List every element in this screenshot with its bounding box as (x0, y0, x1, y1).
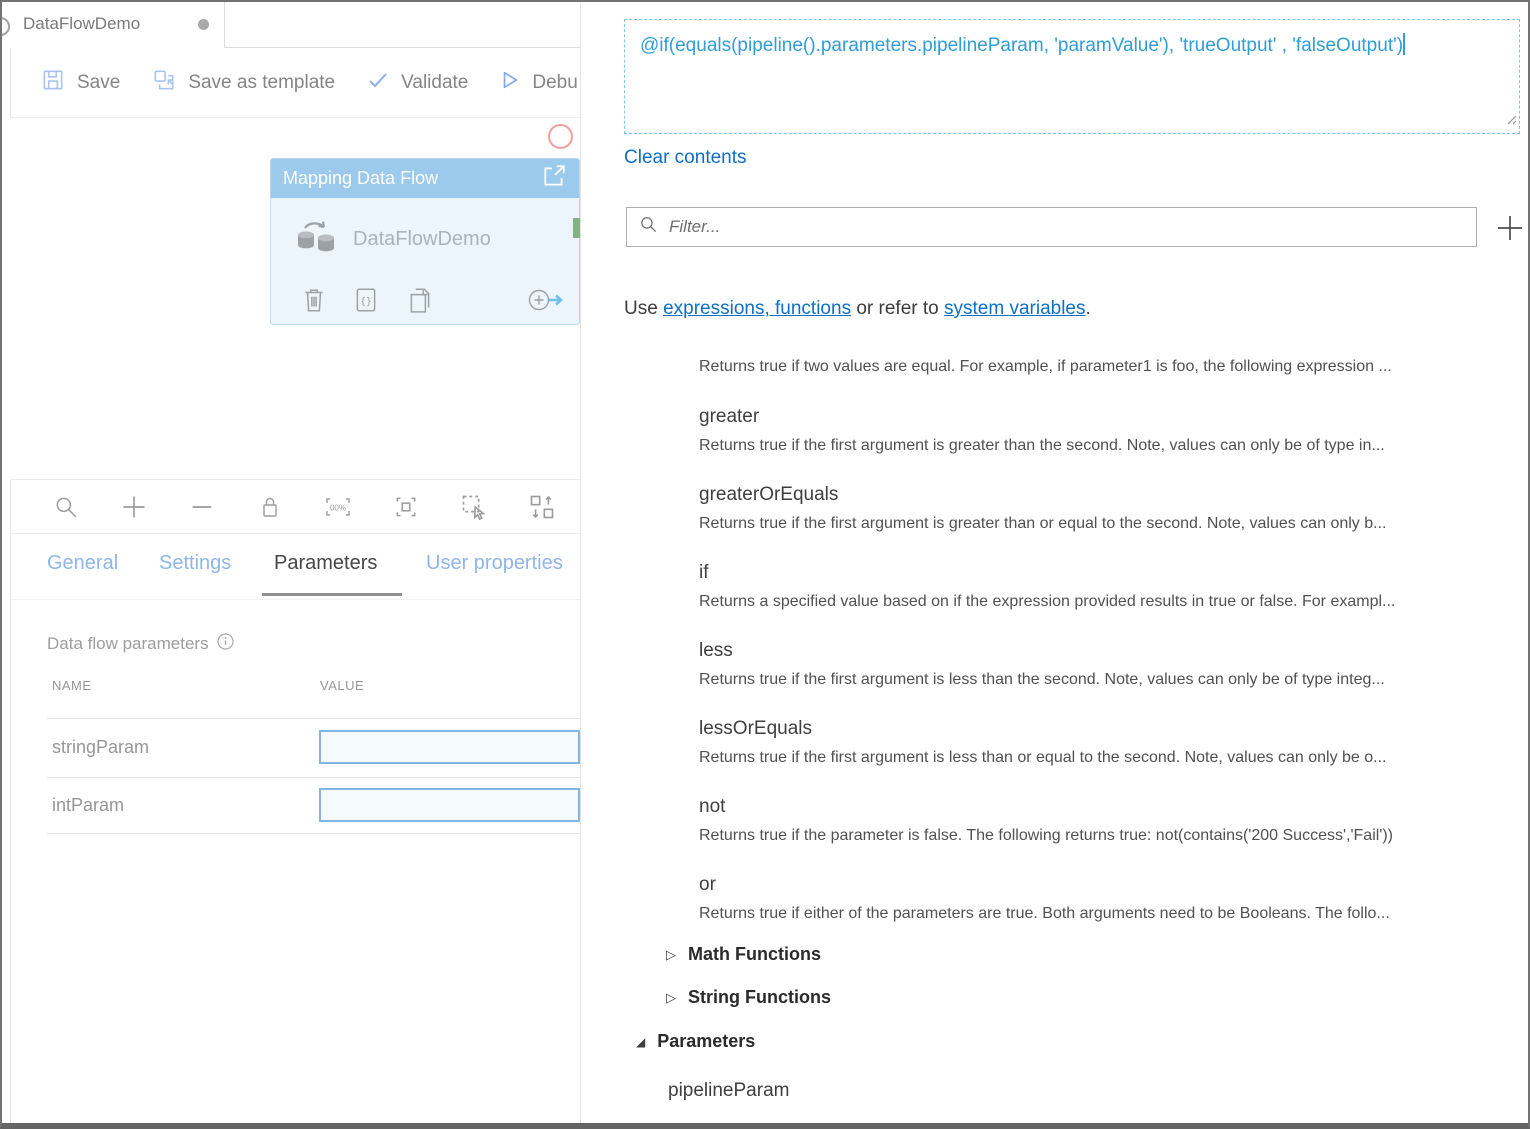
search-icon (639, 215, 658, 239)
tab-dataflowdemo[interactable] (10, 2, 225, 48)
group-parameters[interactable] (636, 1031, 755, 1052)
zoom-in-icon[interactable] (120, 493, 148, 521)
checkmark-icon (366, 68, 390, 98)
expressions-functions-link[interactable]: expressions, functions (663, 298, 852, 319)
group-label: Parameters (657, 1031, 756, 1051)
zoom-100-icon[interactable] (324, 493, 352, 521)
function-item-greater[interactable] (699, 406, 1511, 455)
table-divider (47, 777, 580, 778)
function-name: if (699, 562, 709, 583)
canvas-toolbar (10, 479, 580, 534)
debug-label: Debu (532, 71, 578, 93)
function-item-lessorequals[interactable] (699, 718, 1511, 767)
filter-input[interactable] (669, 217, 1464, 237)
property-tabs (10, 534, 580, 600)
function-description: Returns a specified value based on if the expression provided results in true or false. For exampl... (699, 593, 1396, 610)
function-item-less[interactable] (699, 640, 1511, 689)
function-name: less (699, 640, 733, 661)
unsaved-changes-dot-icon (198, 19, 209, 30)
mapping-dataflow-node[interactable] (270, 158, 580, 325)
tab-parameters[interactable]: Parameters (274, 552, 378, 574)
zoom-out-icon[interactable] (188, 493, 216, 521)
pipeline-canvas[interactable] (10, 119, 580, 479)
lock-icon[interactable] (256, 493, 284, 521)
validate-button[interactable] (366, 68, 468, 98)
function-description: Returns true if two values are equal. For example, if parameter1 is foo, the following expression ... (699, 358, 1392, 375)
function-name: greater (699, 406, 760, 427)
function-description: Returns true if the first argument is greater than or equal to the second. Note, values can only b... (699, 515, 1387, 532)
multi-select-icon[interactable] (460, 493, 488, 521)
svg-text:{}: {} (360, 296, 372, 308)
validation-error-circle-icon (548, 124, 573, 149)
node-name: DataFlowDemo (353, 228, 491, 250)
play-icon (499, 69, 521, 97)
section-title (47, 633, 234, 655)
expression-text: @if(equals(pipeline().parameters.pipelineParam, 'paramValue'), 'trueOutput' , 'falseOutput') (640, 35, 1404, 56)
save-as-template-button[interactable] (151, 67, 335, 99)
group-label: Math Functions (688, 944, 821, 964)
function-item-or[interactable] (699, 874, 1511, 923)
function-description: Returns true if the first argument is less than or equal to the second. Note, values can only be o... (699, 749, 1387, 766)
chevron-expanded-icon: ◢ (636, 1034, 646, 1049)
tab-user-properties[interactable]: User properties (426, 552, 563, 574)
tab-settings[interactable]: Settings (159, 552, 232, 574)
resize-handle-icon[interactable] (1504, 109, 1517, 131)
function-description: Returns true if the first argument is greater than the second. Note, values can only be of type in... (699, 437, 1385, 454)
filter-box[interactable] (626, 207, 1477, 247)
add-output-icon[interactable] (525, 285, 565, 320)
column-header-value: VALUE (320, 678, 365, 693)
function-name: lessOrEquals (699, 718, 812, 739)
table-divider (47, 833, 580, 834)
function-description: Returns true if either of the parameters are true. Both arguments need to be Booleans. The follo... (699, 905, 1390, 922)
chevron-right-icon: ▷ (666, 989, 676, 1005)
node-header (271, 159, 579, 198)
save-as-template-label: Save as template (188, 71, 336, 93)
param-row-name: intParam (52, 795, 125, 815)
expression-input[interactable] (624, 19, 1520, 134)
expression-builder-panel (580, 2, 1528, 1123)
group-math-functions[interactable] (666, 944, 821, 965)
save-button[interactable] (40, 67, 120, 99)
info-icon[interactable] (217, 633, 234, 655)
zoom-fit-icon[interactable] (392, 493, 420, 521)
section-title-text: Data flow parameters (47, 634, 209, 653)
parameter-item-pipelineparam[interactable]: pipelineParam (668, 1080, 790, 1101)
system-variables-link[interactable]: system variables (944, 298, 1086, 319)
delete-icon[interactable] (301, 286, 327, 319)
function-name: greaterOrEquals (699, 484, 839, 505)
save-icon (40, 67, 66, 99)
tab-general[interactable]: General (47, 552, 119, 574)
hint-sentence (624, 298, 1091, 320)
function-name: or (699, 874, 716, 895)
function-description: Returns true if the parameter is false. The following returns true: not(contains('200 Success','Fail')) (699, 827, 1394, 844)
param-value-input-stringparam[interactable] (319, 730, 580, 764)
dataflow-icon (295, 219, 337, 260)
group-string-functions[interactable] (666, 987, 831, 1008)
function-item-greaterorequals[interactable] (699, 484, 1511, 533)
partial-status-circle-icon (0, 17, 10, 36)
add-expression-icon[interactable] (1491, 209, 1529, 247)
parameters-section (10, 600, 580, 1123)
function-item-equals[interactable] (699, 358, 1511, 376)
save-label: Save (77, 71, 121, 93)
hint-suffix: . (1085, 298, 1091, 319)
auto-align-icon[interactable] (528, 493, 556, 521)
output-port-green (573, 218, 580, 238)
search-zoom-icon[interactable] (52, 493, 80, 521)
chevron-right-icon: ▷ (666, 946, 676, 962)
param-row-name: stringParam (52, 737, 150, 757)
table-divider (47, 718, 580, 719)
text-caret (1403, 33, 1405, 55)
param-value-input-intparam[interactable] (319, 788, 580, 822)
clear-contents-link[interactable]: Clear contents (624, 147, 747, 168)
debug-button[interactable] (499, 69, 577, 97)
node-type-label: Mapping Data Flow (283, 168, 439, 188)
clone-icon[interactable] (407, 286, 433, 319)
function-name: not (699, 796, 726, 817)
group-label: String Functions (688, 987, 831, 1007)
code-icon[interactable] (353, 286, 379, 319)
svg-text:00%: 00% (329, 503, 347, 512)
hint-prefix: Use (624, 298, 664, 319)
hint-middle: or refer to (851, 298, 944, 319)
function-description: Returns true if the first argument is less than the second. Note, values can only be of type integ... (699, 671, 1385, 688)
validate-label: Validate (401, 71, 469, 93)
tab-title: DataFlowDemo (23, 14, 141, 33)
open-external-icon[interactable] (541, 163, 567, 194)
active-tab-underline (262, 593, 402, 596)
function-item-not[interactable] (699, 796, 1511, 845)
main-toolbar (10, 48, 580, 118)
column-header-name: NAME (52, 678, 92, 693)
template-icon (151, 67, 177, 99)
function-item-if[interactable] (699, 562, 1511, 611)
